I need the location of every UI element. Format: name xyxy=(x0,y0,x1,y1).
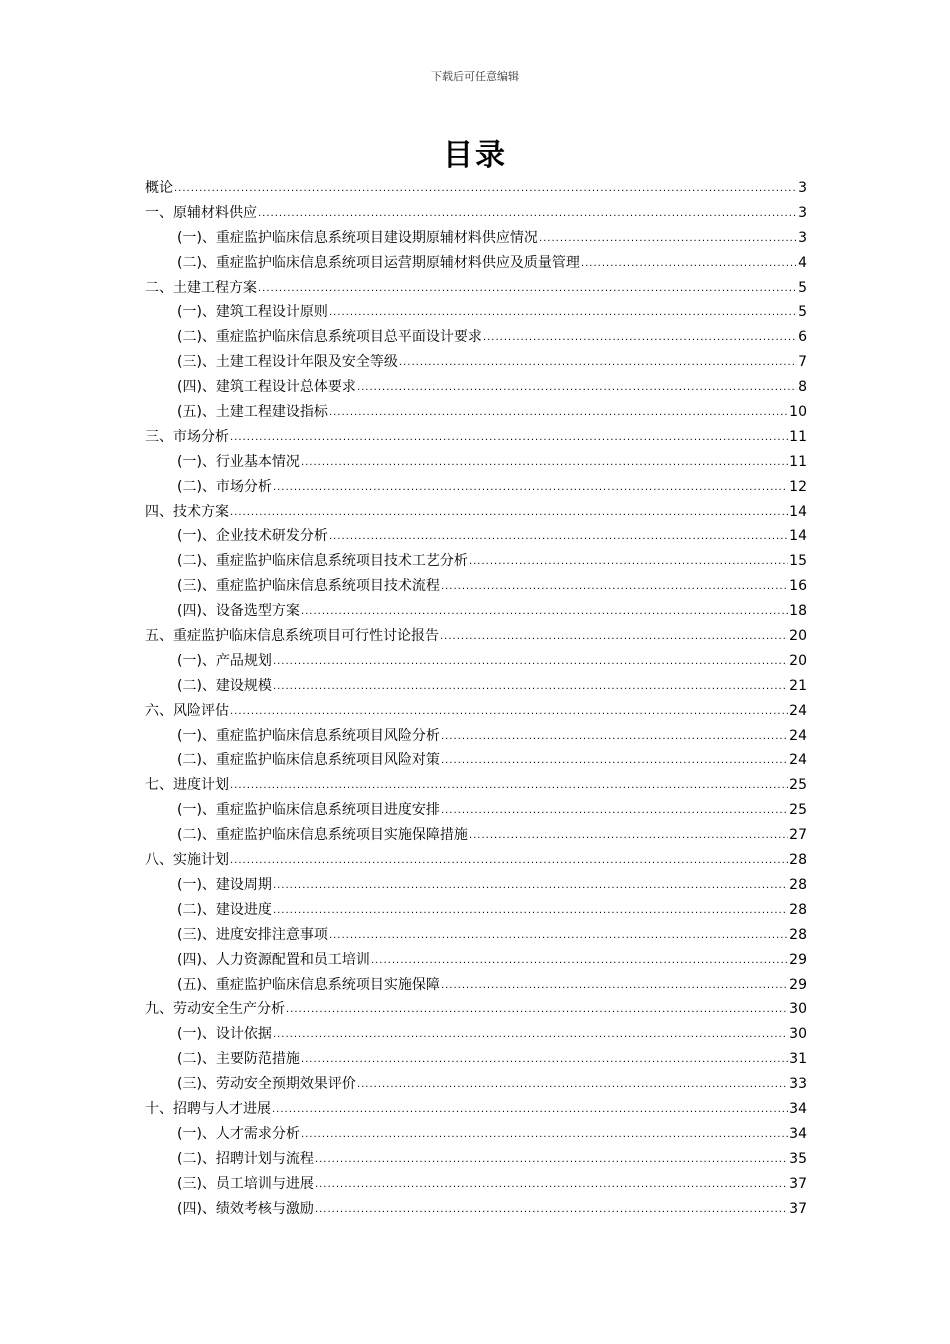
toc-entry-title: (二)、重症监护临床信息系统项目运营期原辅材料供应及质量管理 xyxy=(177,254,580,271)
toc-leader-dots xyxy=(301,598,788,625)
toc-leader-dots xyxy=(273,872,788,899)
toc-leader-dots xyxy=(273,474,788,501)
toc-leader-dots xyxy=(483,324,797,351)
toc-entry-title: (五)、土建工程建设指标 xyxy=(177,404,328,421)
toc-entry-title: (四)、人力资源配置和员工培训 xyxy=(177,951,370,968)
toc-page-number: 15 xyxy=(789,553,807,570)
toc-page-number: 24 xyxy=(789,752,807,769)
toc-page-number: 10 xyxy=(789,404,807,421)
toc-leader-dots xyxy=(230,499,788,526)
toc-entry[interactable] xyxy=(145,599,807,624)
toc-page-number: 7 xyxy=(798,354,807,371)
toc-page-number: 18 xyxy=(789,603,807,620)
toc-entry[interactable] xyxy=(145,724,807,749)
toc-entry-title: (二)、建设规模 xyxy=(177,677,272,694)
toc-page-number: 8 xyxy=(798,379,807,396)
toc-page-number: 5 xyxy=(798,304,807,321)
toc-entry-title: (二)、重症监护临床信息系统项目实施保障措施 xyxy=(177,827,468,844)
toc-entry[interactable] xyxy=(145,798,807,823)
toc-entry-title: (一)、人才需求分析 xyxy=(177,1125,300,1142)
toc-entry-title: 七、进度计划 xyxy=(145,777,229,794)
toc-entry-title: (一)、重症监护临床信息系统项目风险分析 xyxy=(177,727,440,744)
toc-leader-dots xyxy=(441,723,788,750)
toc-entry[interactable] xyxy=(145,1122,807,1147)
toc-entry[interactable] xyxy=(145,1072,807,1097)
toc-leader-dots xyxy=(301,449,788,476)
toc-leader-dots xyxy=(273,673,788,700)
toc-page-number: 6 xyxy=(798,329,807,346)
toc-leader-dots xyxy=(272,1096,788,1123)
toc-entry-title: (三)、重症监护临床信息系统项目技术流程 xyxy=(177,578,440,595)
toc-leader-dots xyxy=(329,299,797,326)
toc-leader-dots xyxy=(315,1171,788,1198)
toc-entry-title: 概论 xyxy=(145,180,173,196)
toc-entry[interactable] xyxy=(145,649,807,674)
toc-entry-title: (二)、重症监护临床信息系统项目总平面设计要求 xyxy=(177,329,482,346)
toc-entry[interactable] xyxy=(145,524,807,549)
toc-entry-title: (二)、主要防范措施 xyxy=(177,1051,300,1068)
toc-page-number: 37 xyxy=(789,1200,807,1217)
toc-entry[interactable] xyxy=(145,475,807,500)
toc-leader-dots xyxy=(174,175,797,202)
toc-leader-dots xyxy=(273,897,788,924)
toc-page-number: 37 xyxy=(789,1175,807,1192)
toc-leader-dots xyxy=(469,822,788,849)
toc-page-number: 3 xyxy=(798,180,807,196)
toc-page-number: 11 xyxy=(789,428,807,445)
header-note: 下载后可任意编辑 xyxy=(431,70,519,83)
page-title: 目录 xyxy=(443,138,507,173)
toc-entry[interactable] xyxy=(145,823,807,848)
toc-page-number: 28 xyxy=(789,901,807,918)
toc-leader-dots xyxy=(230,698,788,725)
toc-entry[interactable] xyxy=(145,1097,807,1122)
toc-entry-title: (四)、建筑工程设计总体要求 xyxy=(177,379,356,396)
toc-entry-title: (二)、市场分析 xyxy=(177,478,272,495)
toc-leader-dots xyxy=(301,1121,788,1148)
toc-entry-title: (二)、建设进度 xyxy=(177,901,272,918)
toc-entry[interactable] xyxy=(145,574,807,599)
toc-entry[interactable] xyxy=(145,1022,807,1047)
toc-page-number: 25 xyxy=(789,777,807,794)
toc-entry[interactable] xyxy=(145,674,807,699)
toc-leader-dots xyxy=(441,972,788,999)
toc-entry-title: (二)、重症监护临床信息系统项目技术工艺分析 xyxy=(177,553,468,570)
toc-entry[interactable] xyxy=(145,1147,807,1172)
toc-entry[interactable] xyxy=(145,176,807,201)
toc-entry-title: (一)、产品规划 xyxy=(177,652,272,669)
toc-entry[interactable] xyxy=(145,350,807,375)
toc-entry[interactable] xyxy=(145,898,807,923)
toc-entry[interactable] xyxy=(145,1197,807,1222)
toc-page-number: 14 xyxy=(789,528,807,545)
toc-entry-title: (四)、设备选型方案 xyxy=(177,603,300,620)
toc-entry-title: 三、市场分析 xyxy=(145,428,229,445)
toc-leader-dots xyxy=(357,374,797,401)
toc-entry[interactable] xyxy=(145,375,807,400)
toc-entry[interactable] xyxy=(145,773,807,798)
toc-entry-title: 四、技术方案 xyxy=(145,503,229,520)
toc-leader-dots xyxy=(329,399,788,426)
toc-entry[interactable] xyxy=(145,948,807,973)
toc-page-number: 28 xyxy=(789,852,807,869)
toc-entry-title: 一、原辅材料供应 xyxy=(145,204,257,221)
toc-entry-title: (一)、建设周期 xyxy=(177,876,272,893)
toc-entry[interactable] xyxy=(145,276,807,301)
toc-page-number: 16 xyxy=(789,578,807,595)
toc-leader-dots xyxy=(315,1196,788,1223)
toc-page-number: 34 xyxy=(789,1125,807,1142)
toc-entry-title: 六、风险评估 xyxy=(145,702,229,719)
toc-page-number: 14 xyxy=(789,503,807,520)
toc-leader-dots xyxy=(399,349,797,376)
toc-page-number: 30 xyxy=(789,1026,807,1043)
toc-entry-title: (二)、重症监护临床信息系统项目风险对策 xyxy=(177,752,440,769)
toc-entry[interactable] xyxy=(145,923,807,948)
toc-entry-title: (五)、重症监护临床信息系统项目实施保障 xyxy=(177,976,440,993)
toc-entry-title: 八、实施计划 xyxy=(145,852,229,869)
toc-entry[interactable] xyxy=(145,400,807,425)
toc-entry[interactable] xyxy=(145,848,807,873)
toc-page-number: 31 xyxy=(789,1051,807,1068)
toc-page-number: 3 xyxy=(798,204,807,221)
toc-leader-dots xyxy=(441,747,788,774)
toc-entry-title: (一)、企业技术研发分析 xyxy=(177,528,328,545)
toc-page-number: 24 xyxy=(789,727,807,744)
toc-leader-dots xyxy=(230,772,788,799)
toc-entry-title: (一)、建筑工程设计原则 xyxy=(177,304,328,321)
toc-leader-dots xyxy=(230,847,788,874)
toc-entry-title: 九、劳动安全生产分析 xyxy=(145,1001,285,1018)
toc-entry[interactable] xyxy=(145,300,807,325)
toc-entry[interactable] xyxy=(145,997,807,1022)
toc-leader-dots xyxy=(440,623,788,650)
toc-entry-title: (三)、劳动安全预期效果评价 xyxy=(177,1076,356,1093)
toc-page-number: 21 xyxy=(789,677,807,694)
toc-entry[interactable] xyxy=(145,251,807,276)
toc-leader-dots xyxy=(329,922,788,949)
toc-entry[interactable] xyxy=(145,425,807,450)
table-of-contents xyxy=(145,176,807,1221)
toc-entry-title: 五、重症监护临床信息系统项目可行性讨论报告 xyxy=(145,628,439,645)
toc-page-number: 5 xyxy=(798,279,807,296)
toc-entry[interactable] xyxy=(145,699,807,724)
toc-entry-title: (一)、行业基本情况 xyxy=(177,453,300,470)
toc-leader-dots xyxy=(315,1146,788,1173)
toc-entry-title: (一)、重症监护临床信息系统项目建设期原辅材料供应情况 xyxy=(177,229,538,246)
toc-page-number: 29 xyxy=(789,976,807,993)
toc-page-number: 25 xyxy=(789,802,807,819)
toc-leader-dots xyxy=(371,947,788,974)
toc-entry-title: (三)、进度安排注意事项 xyxy=(177,926,328,943)
toc-entry[interactable] xyxy=(145,1047,807,1072)
toc-leader-dots xyxy=(329,523,788,550)
toc-entry[interactable] xyxy=(145,1172,807,1197)
toc-entry[interactable] xyxy=(145,500,807,525)
toc-entry[interactable] xyxy=(145,450,807,475)
toc-page-number: 20 xyxy=(789,628,807,645)
toc-entry[interactable] xyxy=(145,973,807,998)
toc-leader-dots xyxy=(258,200,797,227)
toc-page-number: 3 xyxy=(798,229,807,246)
toc-leader-dots xyxy=(469,548,788,575)
toc-leader-dots xyxy=(441,797,788,824)
toc-leader-dots xyxy=(273,648,788,675)
toc-entry[interactable] xyxy=(145,226,807,251)
toc-entry-title: (一)、重症监护临床信息系统项目进度安排 xyxy=(177,802,440,819)
toc-page-number: 30 xyxy=(789,1001,807,1018)
toc-entry-title: (三)、土建工程设计年限及安全等级 xyxy=(177,354,398,371)
toc-page-number: 34 xyxy=(789,1100,807,1117)
toc-leader-dots xyxy=(581,250,797,277)
toc-leader-dots xyxy=(539,225,797,252)
toc-entry-title: (一)、设计依据 xyxy=(177,1026,272,1043)
toc-leader-dots xyxy=(357,1071,788,1098)
toc-leader-dots xyxy=(230,424,788,451)
toc-page-number: 35 xyxy=(789,1150,807,1167)
toc-page-number: 33 xyxy=(789,1076,807,1093)
toc-page-number: 11 xyxy=(789,453,807,470)
toc-page-number: 24 xyxy=(789,702,807,719)
toc-leader-dots xyxy=(273,1021,788,1048)
toc-entry-title: 二、土建工程方案 xyxy=(145,279,257,296)
toc-leader-dots xyxy=(441,573,788,600)
toc-page-number: 28 xyxy=(789,876,807,893)
toc-entry-title: 十、招聘与人才进展 xyxy=(145,1100,271,1117)
toc-page-number: 12 xyxy=(789,478,807,495)
toc-page-number: 20 xyxy=(789,652,807,669)
toc-entry[interactable] xyxy=(145,549,807,574)
toc-entry[interactable] xyxy=(145,201,807,226)
toc-entry-title: (三)、员工培训与进展 xyxy=(177,1175,314,1192)
toc-entry-title: (二)、招聘计划与流程 xyxy=(177,1150,314,1167)
toc-page-number: 29 xyxy=(789,951,807,968)
toc-entry[interactable] xyxy=(145,325,807,350)
toc-entry[interactable] xyxy=(145,873,807,898)
toc-page-number: 28 xyxy=(789,926,807,943)
toc-entry-title: (四)、绩效考核与激励 xyxy=(177,1200,314,1217)
toc-page-number: 27 xyxy=(789,827,807,844)
toc-entry[interactable] xyxy=(145,624,807,649)
toc-page-number: 4 xyxy=(798,254,807,271)
toc-leader-dots xyxy=(286,996,788,1023)
toc-entry[interactable] xyxy=(145,748,807,773)
toc-leader-dots xyxy=(301,1046,788,1073)
toc-leader-dots xyxy=(258,275,797,302)
